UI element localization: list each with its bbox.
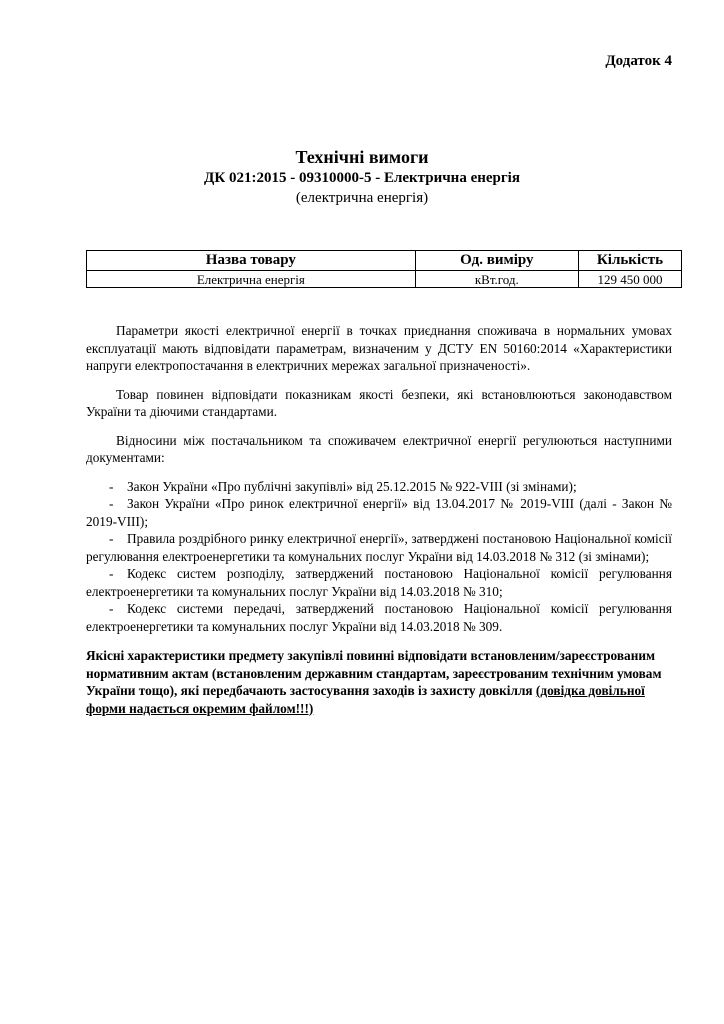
goods-table — [86, 250, 682, 288]
list-item-text: Закон України «Про ринок електричної енергії» від 13.04.2017 № 2019-VIII (далі - Закон № 2019-VIII); — [86, 496, 672, 529]
body-text — [86, 322, 672, 728]
list-item-text: Кодекс систем розподілу, затверджений постановою Національної комісії регулювання електроенергетики та комунальних послуг України від 14.03.2018 № 310; — [86, 566, 672, 599]
header-quantity: Кількість — [578, 251, 681, 271]
list-item-text: Закон України «Про публічні закупівлі» від 25.12.2015 № 922-VIII (зі змінами); — [127, 478, 577, 494]
list-item — [86, 495, 672, 530]
document-subtitle: ДК 021:2015 - 09310000-5 - Електрична енергія — [204, 170, 520, 186]
annex-label: Додаток 4 — [605, 53, 672, 69]
document-title: Технічні вимоги — [295, 147, 429, 167]
list-item — [86, 530, 672, 565]
final-note-underlined: (довідка довільної форми надається окремим файлом!!!) — [86, 683, 645, 716]
header-name: Назва товару — [87, 251, 416, 271]
list-dash: - — [109, 531, 114, 546]
cell-unit: кВт.год. — [415, 271, 578, 288]
table-row — [87, 271, 682, 288]
list-item — [86, 600, 672, 635]
document-subtitle-paren: (електрична енергія) — [295, 190, 429, 206]
final-note-text: Якісні характеристики предмету закупівлі повинні відповідати встановленим/зареєстрованим нормативним актам (встановленим державним стандартам, зареєстрованим технічним умовам України тощо), які передбачають застосування заходів із захисту довкілля — [86, 648, 662, 698]
list-dash: - — [109, 601, 114, 616]
cell-quantity: 129 450 000 — [578, 271, 681, 288]
final-note — [86, 647, 672, 717]
table-header-row — [87, 251, 682, 271]
list-item — [86, 565, 672, 600]
cell-name: Електрична енергія — [87, 271, 416, 288]
list-item-text: Кодекс системи передачі, затверджений постановою Національної комісії регулювання електроенергетики та комунальних послуг України від 14.03.2018 № 309. — [86, 601, 672, 634]
documents-list — [86, 478, 672, 636]
list-dash: - — [109, 478, 114, 494]
paragraph-safety: Товар повинен відповідати показникам якості безпеки, які встановлюються законодавством України та діючими стандартами. — [86, 386, 672, 419]
list-dash: - — [109, 496, 114, 511]
header-unit: Од. виміру — [415, 251, 578, 271]
paragraph-quality: Параметри якості електричної енергії в точках приєднання споживача в нормальних умовах експлуатації мають відповідати параметрам, визначеним у ДСТУ EN 50160:2014 «Характеристики напруги електропостачання в електричних мережах загальної призначеності». — [86, 323, 672, 373]
title-block — [0, 146, 724, 208]
paragraph-relations: Відносини між постачальником та споживачем електричної енергії регулюються наступними документами: — [86, 432, 672, 465]
list-item-text: Правила роздрібного ринку електричної енергії», затверджені постановою Національної комісії регулювання електроенергетики та комунальних послуг України від 14.03.2018 № 312 (зі змінами); — [86, 531, 672, 564]
list-dash: - — [109, 566, 114, 581]
list-item — [86, 478, 672, 496]
